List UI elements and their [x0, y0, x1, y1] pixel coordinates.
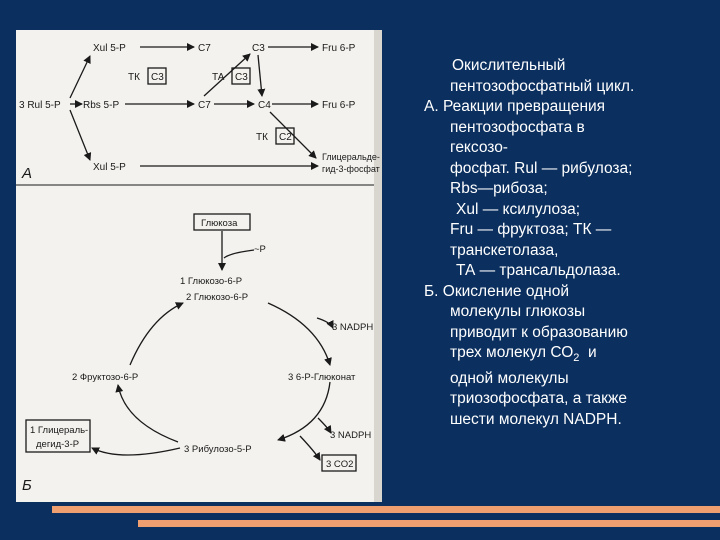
atp-label: ~P	[254, 244, 266, 255]
fructose-label: 2 Фруктозо-6-P	[72, 372, 139, 383]
cycle-arc-left-top	[130, 303, 183, 365]
caption-line	[418, 343, 718, 369]
fru-top-label: Fru 6-P	[322, 43, 356, 54]
caption-line: транскетолаза,	[450, 241, 559, 259]
caption-text	[418, 56, 718, 430]
xul-bottom-label: Xul 5-P	[93, 162, 126, 173]
gap-label-1: 1 Глицераль-	[30, 425, 89, 436]
caption-line: фосфат. Rul — рибулоза;	[450, 159, 633, 177]
gap-label-2: дегид-3-P	[36, 439, 80, 450]
arrow-rul-xul	[70, 56, 90, 98]
panel-b-label: Б	[22, 477, 32, 494]
caption-line: пентозофосфатный цикл.	[450, 77, 635, 95]
ta-label: ТА	[212, 72, 225, 83]
caption-line: приводит к образованию	[450, 323, 628, 341]
caption-line: Б. Окисление одной	[424, 282, 570, 300]
fru-mid-label: Fru 6-P	[322, 100, 356, 111]
accent-bar-bottom	[138, 520, 720, 527]
c7-mid-label: C7	[198, 100, 211, 111]
panel-a-label: А	[22, 165, 33, 182]
glucose-label: Глюкоза	[201, 218, 238, 229]
caption-line: молекулы глюкозы	[450, 303, 586, 320]
caption-line: триозофосфата, а также	[450, 390, 627, 408]
g6p-2-label: 2 Глюкозо-6-P	[186, 292, 249, 303]
xul-top-label: Xul 5-P	[93, 43, 126, 54]
c2-box-label: C2	[279, 132, 292, 143]
caption-line: А. Реакции превращения	[424, 98, 606, 115]
caption-line: ТА — трансальдолаза.	[456, 262, 621, 279]
caption-line15-text: трех молекул СО	[450, 344, 574, 361]
caption-line15-tail: и	[579, 344, 597, 361]
nadph-1-arc	[317, 318, 333, 328]
caption-line: Окислительный	[452, 57, 566, 74]
diagram-a	[16, 43, 380, 185]
c7-top-label: C7	[198, 43, 211, 54]
caption-line: одной молекулы	[450, 369, 569, 387]
caption-line: Fru — фруктоза; ТК —	[450, 221, 612, 238]
caption-line: шести молекул NADPH.	[450, 410, 622, 428]
glyc-label-2: гид-3-фосфат	[322, 164, 380, 174]
c3-box-2-label: C3	[235, 72, 248, 83]
c4-label: C4	[258, 100, 271, 111]
tk-label-1: ТК	[128, 72, 140, 83]
nadph-2-label: 3 NADPH	[330, 430, 372, 441]
caption-line15-sub: 2	[573, 352, 580, 365]
gluconate-label: 3 6-P-Глюконат	[288, 372, 356, 383]
rbs-label: Rbs 5-P	[83, 100, 120, 111]
glyc-label-1: Глицеральде-	[322, 152, 380, 162]
co2-label: 3 CO2	[326, 459, 354, 470]
arrow-c3-c4	[258, 55, 262, 96]
nadph-1-label: 3 NADPH	[332, 322, 374, 333]
arrow-rul-xul2	[70, 110, 90, 160]
co2-arc	[300, 436, 320, 460]
accent-bar-top	[52, 506, 720, 513]
caption-line: гексозо-	[450, 139, 508, 156]
arrow-to-gap	[92, 448, 180, 455]
c3-label: C3	[252, 43, 265, 54]
ribulose-label: 3 Рибулозо-5-P	[184, 444, 252, 455]
g6p-1-label: 1 Глюкозо-6-P	[180, 276, 243, 287]
cycle-arc-right-top	[268, 303, 330, 365]
tk-label-2: ТК	[256, 132, 268, 143]
cycle-arc-left-bottom	[118, 385, 178, 442]
diagram-b	[22, 214, 373, 494]
caption-line: Rbs—рибоза;	[450, 180, 548, 197]
caption-line: пентозофосфата в	[450, 118, 585, 136]
rul-label: 3 Rul 5-P	[19, 100, 61, 111]
caption-line: Xul — ксилулоза;	[456, 200, 581, 218]
arrow-c4-glyc	[270, 112, 316, 158]
atp-arc	[224, 250, 254, 258]
c3-box-1-label: C3	[151, 72, 164, 83]
cycle-arc-right-bottom	[278, 382, 330, 440]
